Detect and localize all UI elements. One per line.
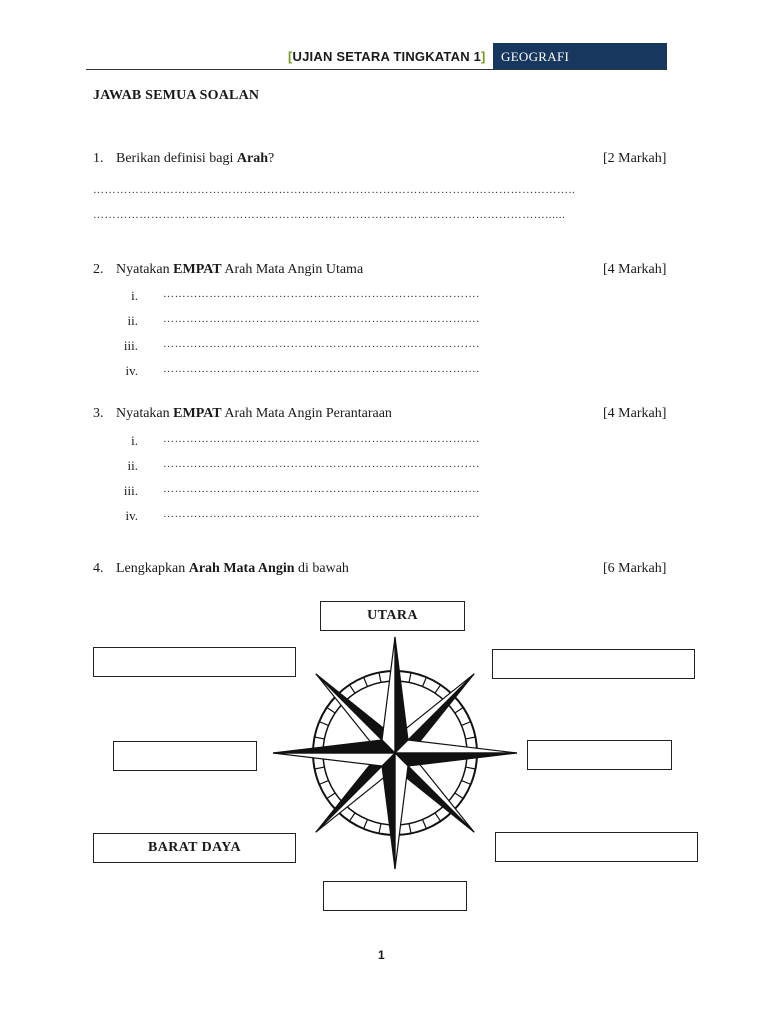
exam-title [288, 49, 486, 64]
q1-answer-line-1[interactable]: …………………………………………………………………………………………………………….. [93, 184, 576, 196]
q3-item-label: iv. [125, 508, 138, 523]
q2-marks: [4 Markah] [603, 262, 667, 277]
east-answer-box[interactable] [527, 740, 672, 770]
page-number: 1 [378, 948, 385, 962]
subject-banner [493, 43, 667, 70]
northeast-answer-box[interactable] [492, 649, 695, 679]
q2-item-label: iii. [123, 338, 138, 353]
q1-number: 1. [93, 151, 104, 166]
north-label: UTARA [367, 608, 418, 623]
q1-text [116, 151, 274, 167]
compass-rose-icon [270, 635, 520, 875]
west-answer-box[interactable] [113, 741, 257, 771]
q3-answer-line[interactable]: ………………………………………………………………………. [163, 458, 480, 470]
q4-text-before: Lengkapkan [116, 561, 189, 576]
q3-text-bold: EMPAT [173, 406, 222, 421]
bracket-close: ] [481, 49, 486, 64]
q4-marks: [6 Markah] [603, 561, 667, 576]
southwest-label-box [93, 833, 296, 863]
q3-text [116, 406, 392, 422]
southwest-label: BARAT DAYA [147, 840, 242, 855]
q1-marks: [2 Markah] [603, 151, 667, 166]
q3-item-label: iii. [123, 483, 138, 498]
q2-text-after: Arah Mata Angin Utama [221, 262, 364, 277]
q3-item-label: i. [131, 433, 138, 448]
q2-text-before: Nyatakan [116, 262, 174, 277]
instruction-heading: JAWAB SEMUA SOALAN [93, 88, 260, 103]
q2-answer-line[interactable]: ………………………………………………………………………. [163, 288, 480, 300]
q2-number: 2. [93, 262, 104, 277]
bracket-open: [ [288, 49, 293, 64]
q3-text-after: Arah Mata Angin Perantaraan [221, 406, 392, 421]
q2-item-label: iv. [125, 363, 138, 378]
south-answer-box[interactable] [323, 881, 467, 911]
q1-answer-line-2[interactable]: ………………………………………………………………………………………………………...... [93, 209, 566, 221]
q2-text-bold: EMPAT [173, 262, 222, 277]
q4-text-after: di bawah [294, 561, 349, 576]
southeast-answer-box[interactable] [495, 832, 698, 862]
q4-number: 4. [93, 561, 104, 576]
q3-answer-line[interactable]: ………………………………………………………………………. [163, 483, 480, 495]
subject-label: GEOGRAFI [501, 48, 570, 64]
q4-text-bold: Arah Mata Angin [188, 561, 295, 576]
q2-text [116, 262, 363, 278]
q3-number: 3. [93, 406, 104, 421]
q3-item-label: ii. [127, 458, 138, 473]
northwest-answer-box[interactable] [93, 647, 296, 677]
q3-marks: [4 Markah] [603, 406, 667, 421]
q2-item-label: ii. [127, 313, 138, 328]
q3-answer-line[interactable]: ………………………………………………………………………. [163, 508, 480, 520]
q2-item-label: i. [131, 288, 138, 303]
q2-answer-line[interactable]: ………………………………………………………………………. [163, 313, 480, 325]
q3-answer-line[interactable]: ………………………………………………………………………. [163, 433, 480, 445]
q3-text-before: Nyatakan [116, 406, 174, 421]
exam-title-text: UJIAN SETARA TINGKATAN 1 [292, 49, 482, 64]
q4-text [116, 561, 349, 577]
north-label-box [320, 601, 465, 631]
q1-text-before: Berikan definisi bagi [116, 151, 237, 166]
q1-text-after: ? [268, 151, 275, 166]
header-divider [86, 69, 667, 70]
q2-answer-line[interactable]: ………………………………………………………………………. [163, 363, 480, 375]
q2-answer-line[interactable]: ………………………………………………………………………. [163, 338, 480, 350]
q1-text-bold: Arah [236, 151, 269, 166]
